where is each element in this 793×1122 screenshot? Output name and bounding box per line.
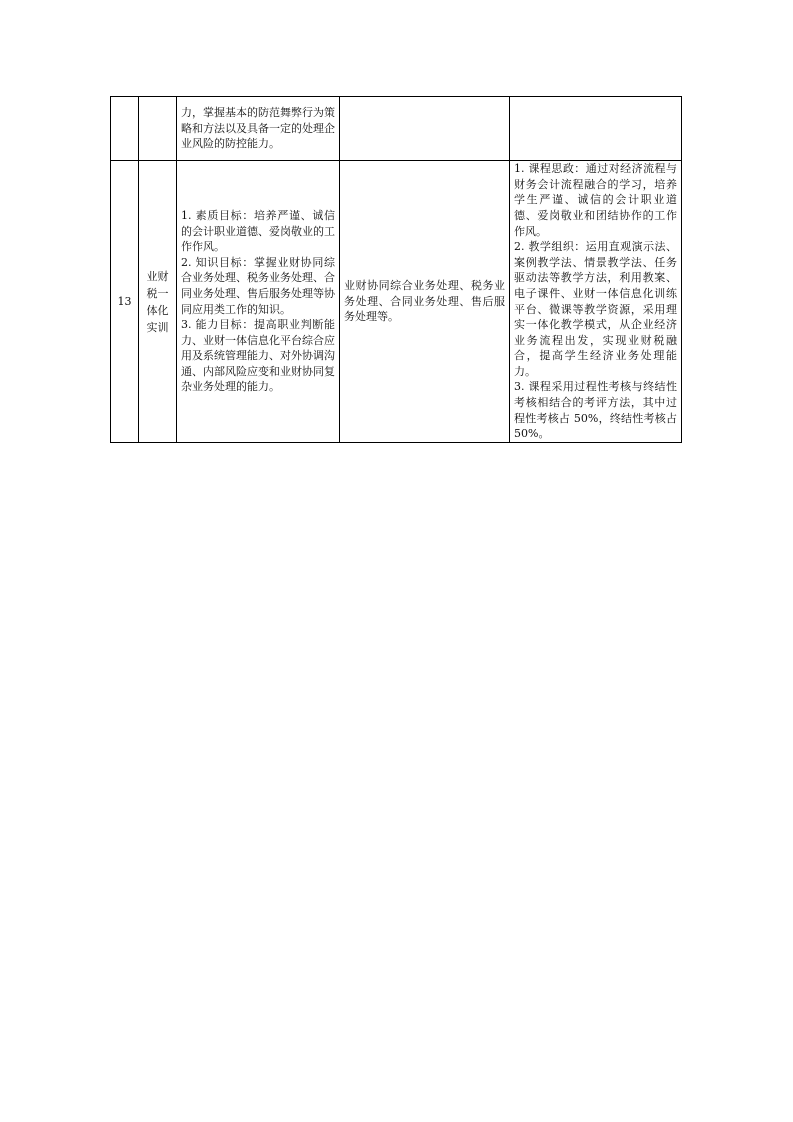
cell-main-content	[340, 97, 510, 161]
curriculum-table	[110, 96, 682, 443]
requirement-ideology: 1. 课程思政：通过对经济流程与财务会计流程融合的学习，培养学生严谨、诚信的会计职业道德、爱岗敬业和团结协作的工作作风。	[514, 162, 677, 238]
table-row-13	[111, 161, 682, 443]
cell-course-name	[139, 161, 177, 443]
cell-teaching-requirement	[510, 161, 682, 443]
row-number: 13	[117, 294, 132, 308]
cell-teaching-requirement	[510, 97, 682, 161]
course-name: 业财税一体化实训	[146, 269, 169, 334]
target-quality: 1. 素质目标：培养严谨、诚信的会计职业道德、爱岗敬业的工作作风。	[181, 208, 335, 254]
cell-course-target	[177, 97, 340, 161]
cell-number	[111, 161, 139, 443]
target-ability: 3. 能力目标：提高职业判断能力、业财一体信息化平台综合应用及系统管理能力、对外协调沟通、内部风险应变和业财协同复杂业务处理的能力。	[181, 318, 335, 394]
cell-main-content	[340, 161, 510, 443]
requirement-organization: 2. 教学组织：运用直观演示法、案例教学法、情景教学法、任务驱动法等教学方法，利用教案、电子课件、业财一体信息化训练平台、微课等教学资源，采用理实一体化教学模式，从企业经济业务流程出发，实现业财税融合，提高学生经济业务处理能力。	[514, 240, 677, 378]
cell-course-target	[177, 161, 340, 443]
cell-course-name	[139, 97, 177, 161]
target-text: 力，掌握基本的防范舞弊行为策略和方法以及具备一定的处理企业风险的防控能力。	[181, 106, 335, 151]
target-knowledge: 2. 知识目标：掌握业财协同综合业务处理、税务业务处理、合同业务处理、售后服务处理等协同应用类工作的知识。	[181, 255, 335, 316]
table-row-continuation	[111, 97, 682, 161]
requirement-assessment: 3. 课程采用过程性考核与终结性考核相结合的考评方法，其中过程性考核占 50%，终结性考核占 50%。	[514, 380, 677, 441]
main-content-text: 业财协同综合业务处理、税务业务处理、合同业务处理、售后服务处理等。	[344, 279, 505, 324]
cell-number	[111, 97, 139, 161]
